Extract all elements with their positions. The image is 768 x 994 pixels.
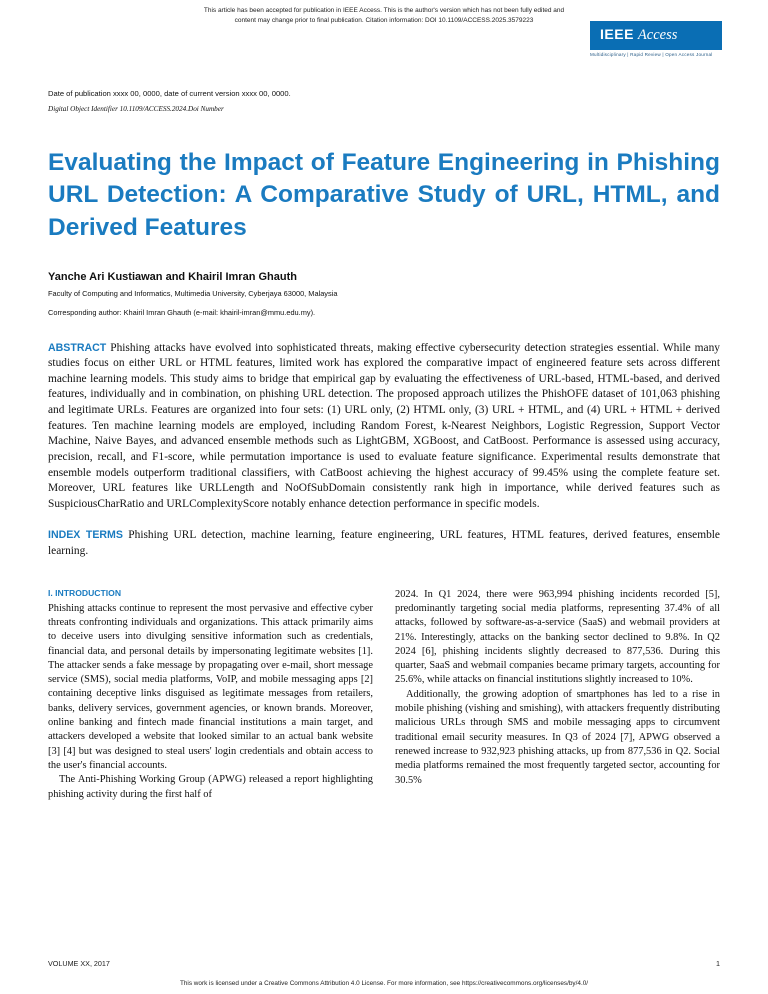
footer-page-number: 1: [716, 959, 720, 968]
intro-right-paragraph-2: Additionally, the growing adoption of smartphones has led to a rise in mobile phishing (vishing and smishing), with attackers frequently distributing malicious URLs through SMS and mobile messaging apps to circumvent traditional email security measures. In Q3 of 2024 [7], APWG observed a renewed increase to 932,923 phishing attacks, up from 877,536 in Q2. Social media platforms remained the most frequently targeted sector, accounting for 30.5%: [395, 688, 720, 786]
doi-line: Digital Object Identifier 10.1109/ACCESS.2024.Doi Number: [48, 104, 224, 113]
footer-volume: VOLUME XX, 2017: [48, 959, 110, 968]
introduction-columns: [48, 588, 720, 802]
intro-column-left: [48, 588, 373, 802]
intro-left-paragraph-2: The Anti-Phishing Working Group (APWG) released a report highlighting phishing activity during the first half of: [48, 774, 373, 800]
abstract-text: Phishing attacks have evolved into sophisticated threats, making effective cybersecurity detection strategies essential. While many studies focus on either URL or HTML features, limited work has explored the comparative impact of engineered feature sets across different machine learning models. This study aims to bridge that empirical gap by evaluating the effectiveness of URL-based, HTML-based, and derived features, individually and in combination, on phishing URL detection. The proposed approach utilizes the PhishOFE dataset of 101,063 phishing and legitimate URLs. Features are organized into four sets: (1) URL only, (2) HTML only, (3) URL + HTML, and (4) URL + HTML + derived features. Ten machine learning models are employed, including Random Forest, k-Nearest Neighbors, Logistic Regression, Support Vector Machine, Naive Bayes, and advanced ensemble methods such as LightGBM, XGBoost, and CatBoost. Performance is assessed using accuracy, precision, recall, and F1-score, while permutation importance is used to evaluate feature significance. Experimental results demonstrate that ensemble models outperform traditional classifiers, with CatBoost achieving the highest accuracy of 99.45% using the complete feature set. Moreover, URL features like URLLength and NoOfSubDomain consistently rank high in importance, while derived features such as SuspiciousCharRatio and URLComplexityScore notably enhance detection performance in specific models.: [48, 341, 720, 510]
ieee-access-logo: [590, 21, 722, 57]
license-line: This work is licensed under a Creative Commons Attribution 4.0 License. For more information, see https://creativecommons.org/licenses/by/4.0/: [179, 980, 589, 987]
abstract: [48, 341, 720, 513]
index-terms: [48, 528, 720, 559]
authors-line: Yanche Ari Kustiawan and Khairil Imran Ghauth: [48, 270, 297, 283]
publication-meta: [48, 89, 720, 113]
logo-ieee-text: IEEE: [600, 26, 634, 42]
disclaimer-line-2: content may change prior to final publication. Citation information: DOI 10.1109/ACCESS.2025.3579223: [234, 17, 534, 25]
publication-date: Date of publication xxxx 00, 0000, date of current version xxxx 00, 0000.: [48, 88, 291, 98]
corresponding-author-line: Corresponding author: Khairil Imran Ghauth (e-mail: khairil-imran@mmu.edu.my).: [48, 307, 316, 317]
intro-left-paragraph-1: Phishing attacks continue to represent the most pervasive and effective cyber threats confronting individuals and organizations. This attack primarily aims to deceive users into divulging sensitive information such as credentials, financial data, and personal details by impersonating legitimate websites [1]. The attacker sends a fake message by propagating over e-mail, short message service (SMS), social media platforms, VoIP, and mobile messaging apps [2] containing deceptive links disguised as legitimate messages from retailers, banks, delivery services, government agencies, or known brands. Moreover, online banking and fintech made financial institutions a main target, and attackers developed a website that looked similar to an actual bank website [3] [4] but was designed to steal users' login credentials and obtain access to the user's financial accounts.: [48, 602, 373, 771]
index-terms-label: INDEX TERMS: [48, 529, 123, 542]
section-heading-introduction: I. INTRODUCTION: [48, 587, 122, 598]
paper-title: Evaluating the Impact of Feature Engineering in Phishing URL Detection: A Comparative Study of URL, HTML, and Derived Features: [48, 148, 720, 241]
index-terms-text: Phishing URL detection, machine learning, feature engineering, URL features, HTML features, derived features, ensemble learning.: [48, 529, 720, 558]
disclaimer-line-1: This article has been accepted for publication in IEEE Access. This is the author's version which has not been fully edited and: [203, 7, 565, 14]
intro-right-paragraph-1: 2024. In Q1 2024, there were 963,994 phishing incidents recorded [5], predominantly targeting social media platforms, representing 37.4% of all attacks, followed by software-as-a-service (SaaS) and webmail providers at 21%. Interestingly, attacks on the banking sector declined to 9.8%. In Q2 2024 [6], phishing incidents slightly decreased to 877,536. During this quarter, SaaS and webmail companies became primary targets, accounting for 25.6%, while attacks on financial institutions slightly increased to 10%.: [395, 588, 720, 686]
affiliation-line: Faculty of Computing and Informatics, Multimedia University, Cyberjaya 63000, Malaysia: [48, 288, 338, 298]
logo-tagline: Multidisciplinary | Rapid Review | Open Access Journal: [590, 52, 713, 57]
page-footer: [48, 959, 720, 968]
ieee-access-logo-box: [590, 21, 722, 50]
intro-column-right: [395, 588, 720, 802]
logo-access-text: Access: [637, 27, 678, 43]
abstract-label: ABSTRACT: [48, 341, 107, 354]
